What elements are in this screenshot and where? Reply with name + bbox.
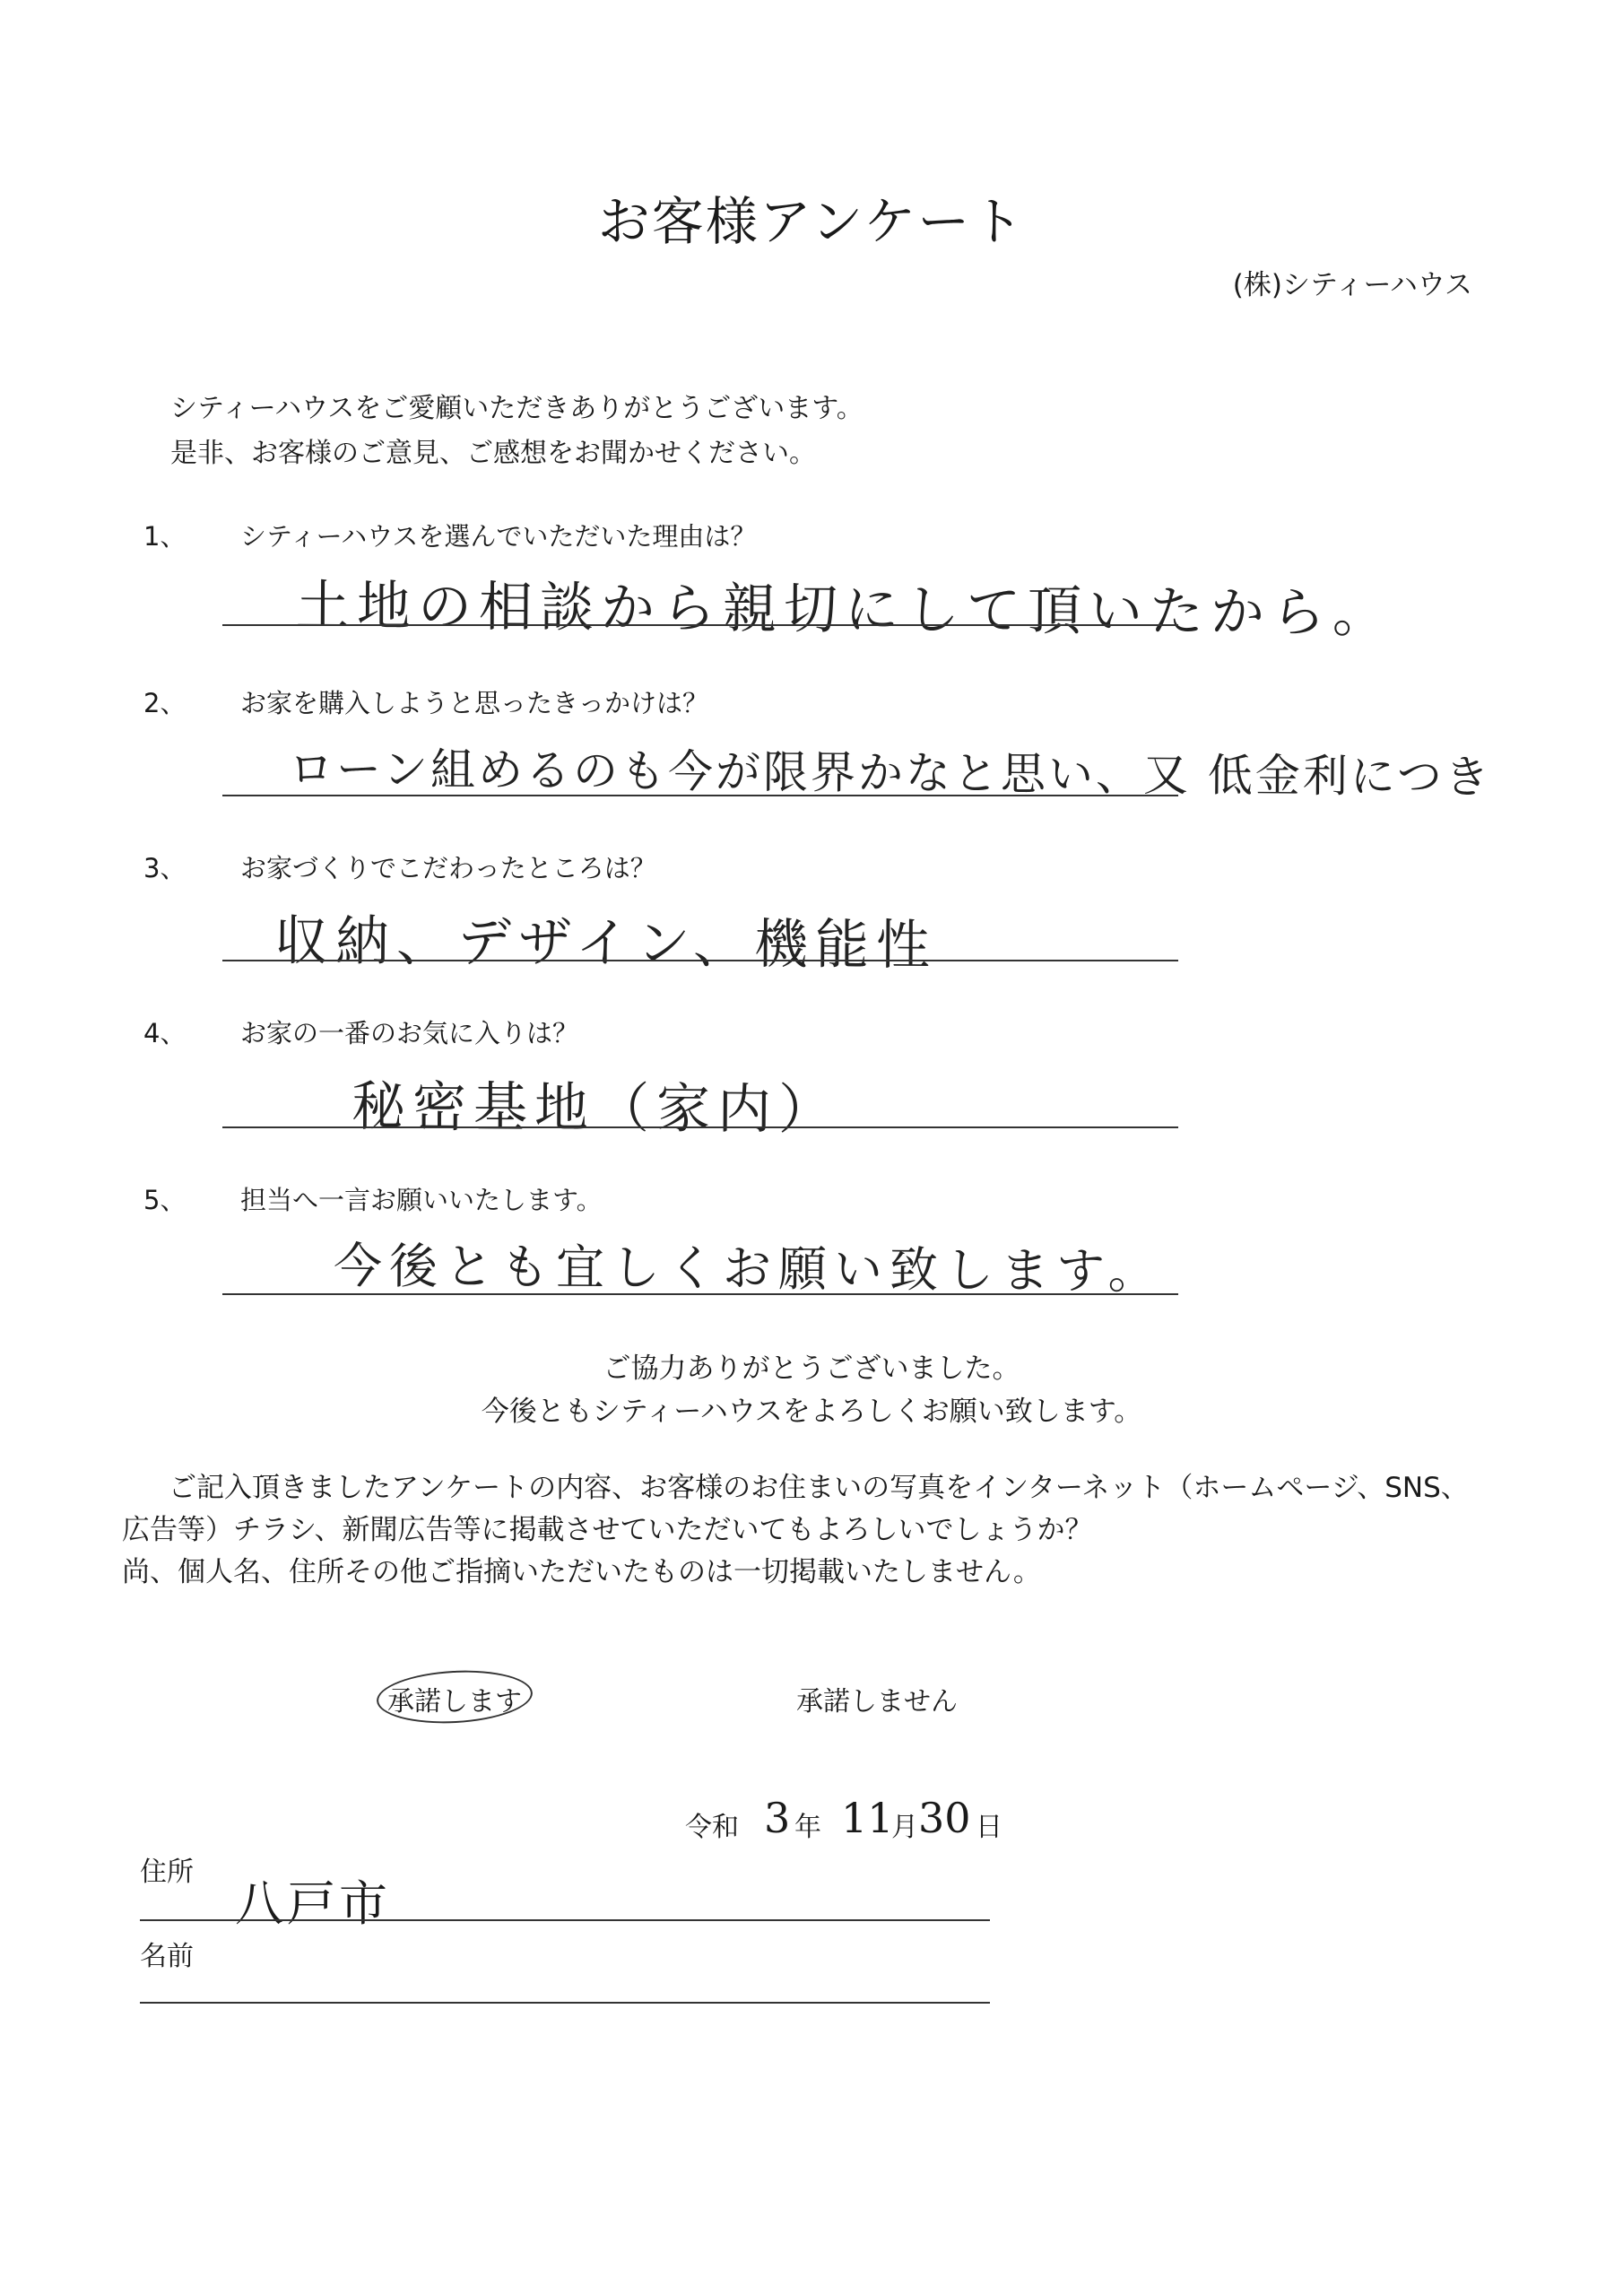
- question-3-answer-line: [222, 960, 1178, 961]
- question-5-answer[interactable]: 今後とも宜しくお願い致します。: [333, 1237, 1164, 1300]
- company-name: (株)シティーハウス: [1232, 269, 1472, 301]
- date-month[interactable]: 11: [841, 1794, 894, 1842]
- question-3-answer[interactable]: 収納、デザイン、機能性: [273, 909, 938, 978]
- question-2-answer[interactable]: ローン組めるのも今が限界かなと思い、又 低金利につき: [288, 743, 1493, 804]
- date-month-unit: 月: [891, 1812, 918, 1843]
- consent-line-3: 尚、個人名、住所その他ご指摘いただいたものは一切掲載いたしません。: [122, 1556, 1041, 1588]
- question-2-text: お家を購入しようと思ったきっかけは？: [240, 688, 709, 718]
- question-3-text: お家づくりでこだわったところは？: [240, 853, 656, 883]
- consent-line-2: 広告等）チラシ、新聞広告等に掲載させていただいてもよろしいでしょうか？: [122, 1514, 1093, 1546]
- agree-option[interactable]: 承諾します: [387, 1686, 522, 1718]
- disagree-option[interactable]: 承諾しません: [796, 1686, 958, 1718]
- question-4-text: お家の一番のお気に入りは？: [240, 1018, 579, 1048]
- question-5-number: 5、: [143, 1185, 187, 1215]
- date-day-unit: 日: [976, 1812, 1002, 1843]
- question-2-number: 2、: [143, 688, 187, 718]
- question-4-number: 4、: [143, 1018, 187, 1048]
- page-title: お客様アンケート: [597, 191, 1026, 252]
- date-year[interactable]: 3: [764, 1794, 791, 1842]
- consent-line-1: ご記入頂きましたアンケートの内容、お客様のお住まいの写真をインターネット（ホームページ、SNS、: [169, 1472, 1469, 1504]
- intro-line-2: 是非、お客様のご意見、ご感想をお聞かせください。: [170, 438, 816, 469]
- thanks-line-1: ご協力ありがとうございました。: [603, 1352, 1020, 1385]
- question-5-text: 担当へ一言お願いいたします。: [240, 1185, 603, 1215]
- name-line: [140, 2002, 990, 2004]
- question-1-number: 1、: [143, 521, 187, 552]
- question-1-text: シティーハウスを選んでいただいた理由は？: [240, 521, 757, 552]
- question-3-number: 3、: [143, 853, 187, 883]
- address-label: 住所: [140, 1857, 194, 1888]
- question-1-answer[interactable]: 土地の相談から親切にして頂いたから。: [295, 574, 1394, 646]
- intro-line-1: シティーハウスをご愛顧いただきありがとうございます。: [170, 393, 864, 424]
- address-line: [140, 1919, 990, 1921]
- date-day[interactable]: 30: [918, 1794, 971, 1842]
- question-4-answer-line: [222, 1126, 1178, 1128]
- thanks-line-2: 今後ともシティーハウスをよろしくお願い致します。: [481, 1396, 1142, 1428]
- date-year-unit: 年: [794, 1812, 821, 1843]
- question-1-answer-line: [222, 624, 1178, 626]
- name-label: 名前: [140, 1941, 194, 1972]
- question-5-answer-line: [222, 1293, 1178, 1295]
- question-4-answer[interactable]: 秘密基地（家内）: [351, 1075, 840, 1142]
- date-era: 令和: [685, 1812, 739, 1843]
- question-2-answer-line: [222, 795, 1178, 796]
- address-value[interactable]: 八戸市: [235, 1875, 391, 1932]
